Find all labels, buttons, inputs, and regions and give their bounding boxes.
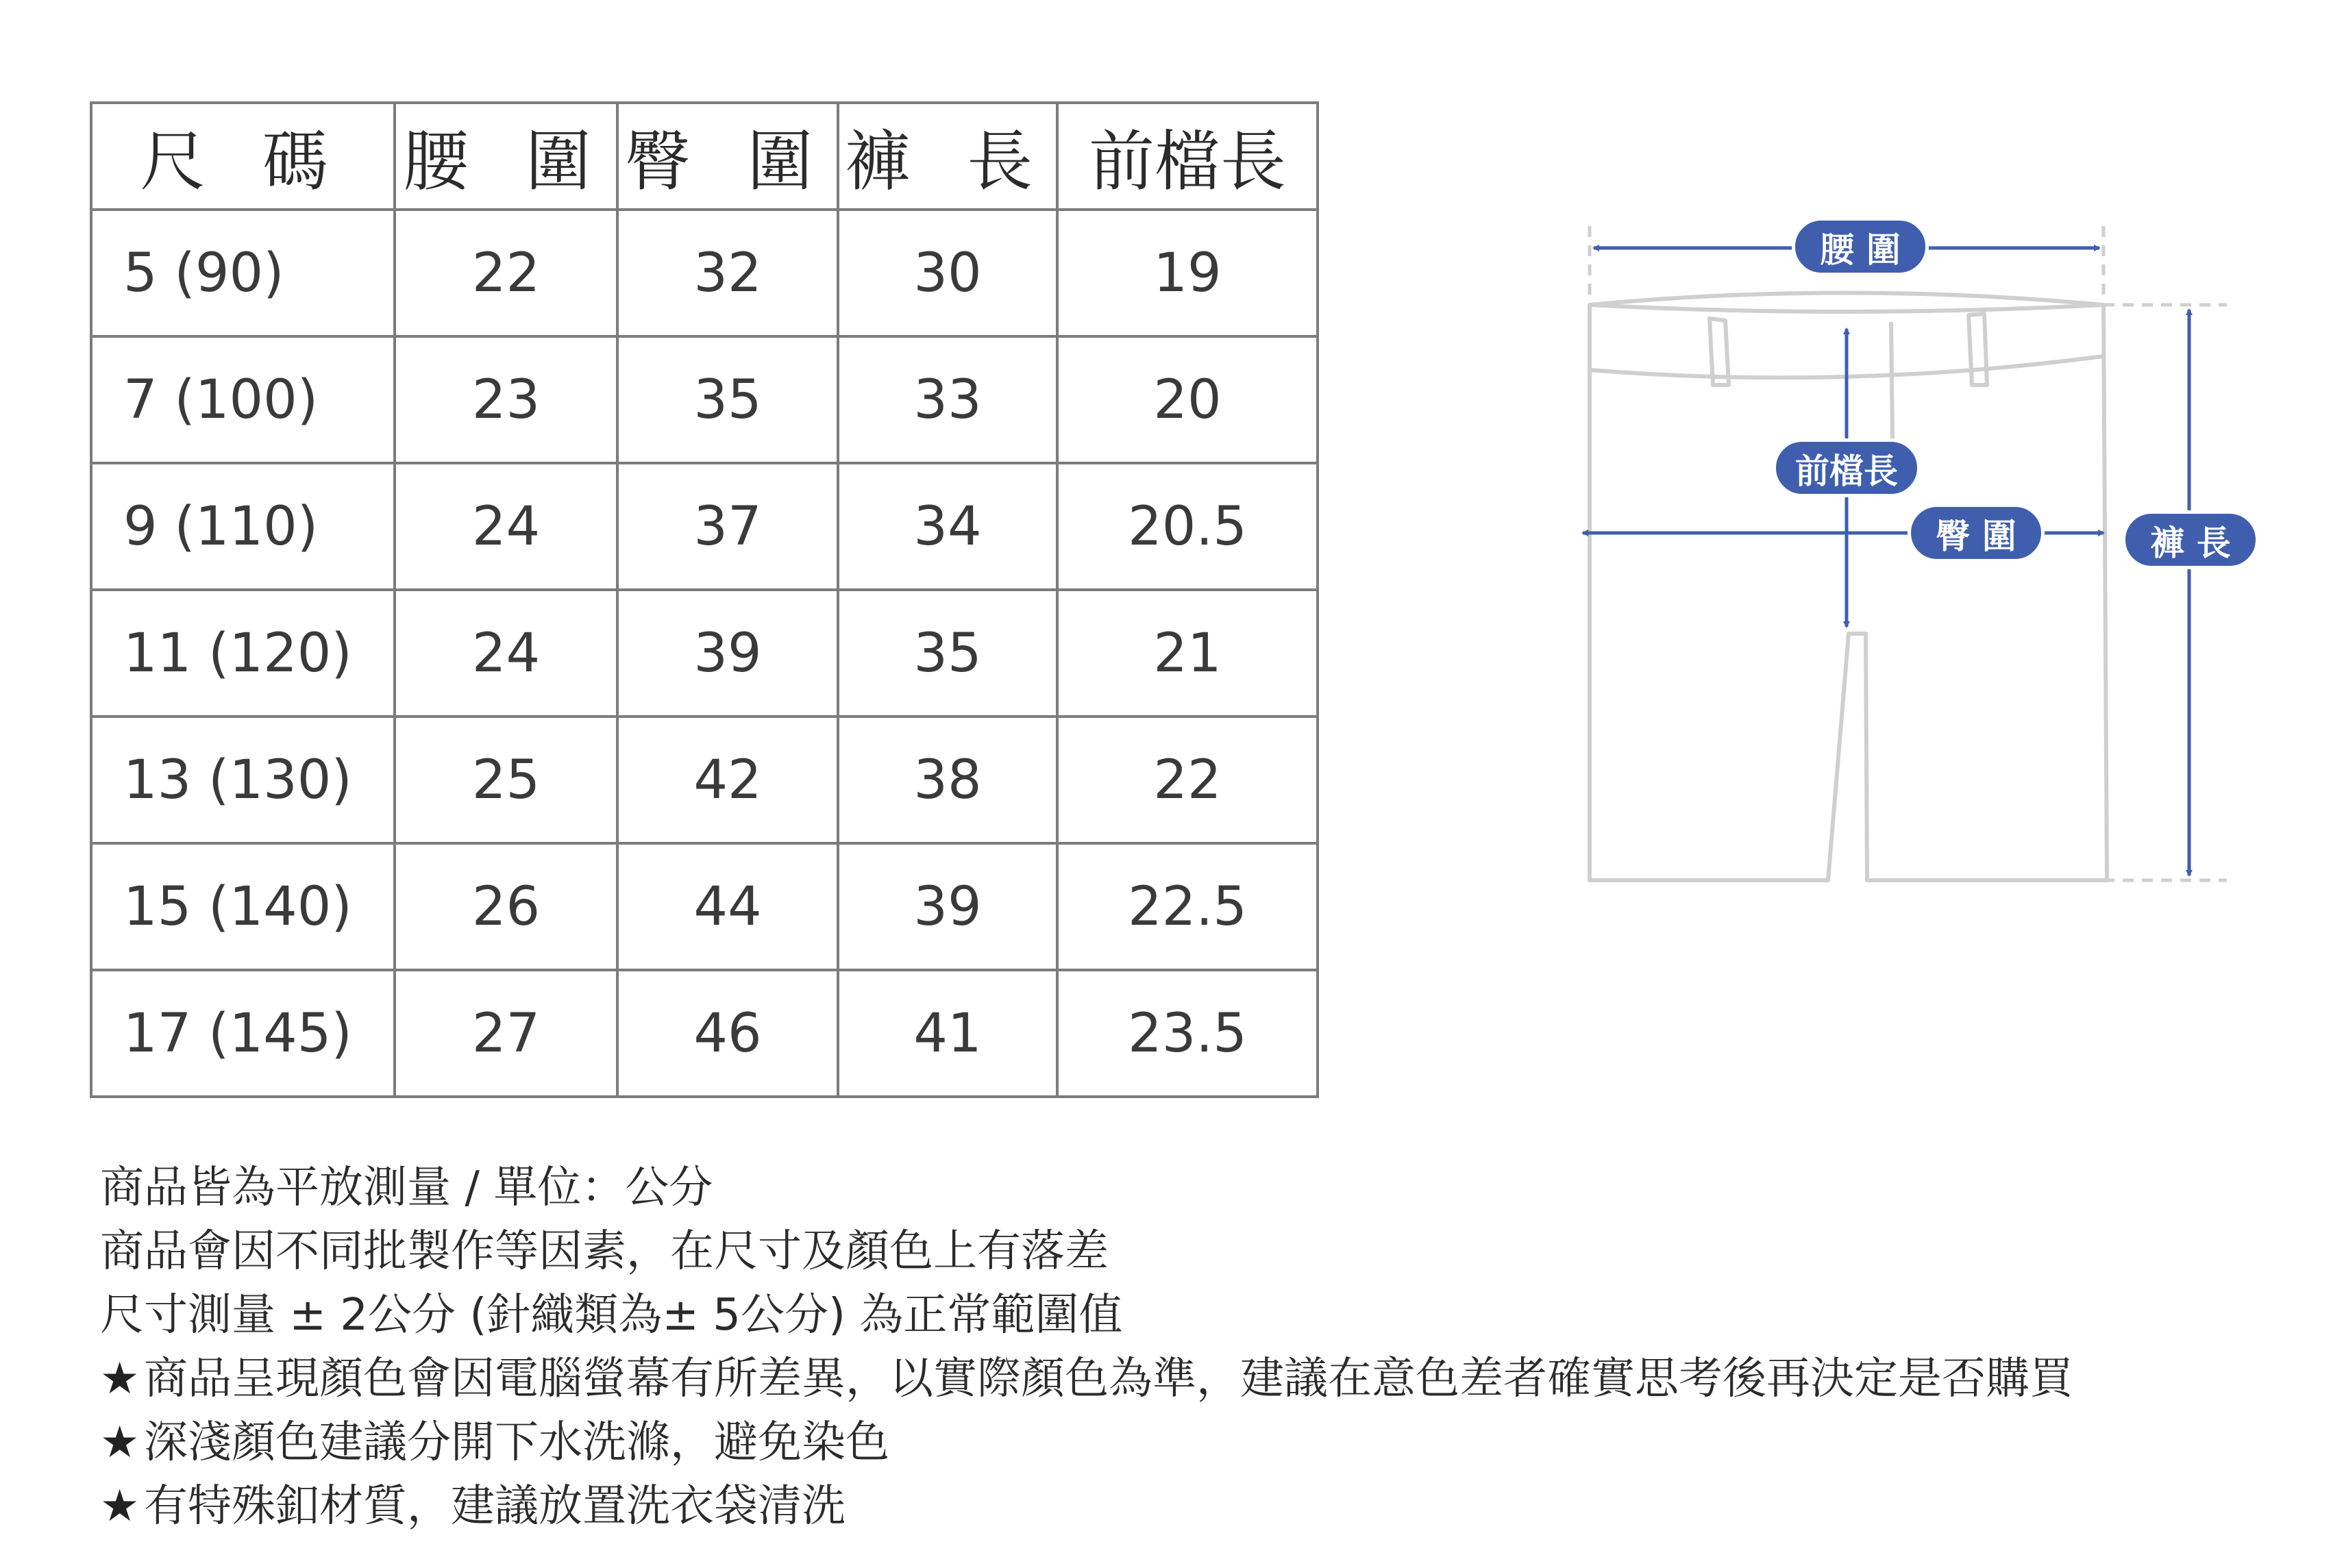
header-hip: 臀 圍 (617, 103, 838, 210)
table-row (91, 717, 1318, 843)
table-row (91, 843, 1318, 970)
front-rise-cell: 21 (1057, 590, 1318, 717)
note-tolerance: 尺寸測量 ± 2公分 (針織類為± 5公分) 為正常範圍值 (100, 1290, 1123, 1341)
star-icon: ★ (100, 1481, 140, 1532)
front-rise-cell: 23.5 (1057, 970, 1318, 1097)
star-icon: ★ (100, 1354, 140, 1404)
waist-cell: 27 (395, 970, 617, 1097)
length-cell: 34 (838, 463, 1057, 590)
size-cell: 5 (90) (91, 210, 395, 336)
waist-cell: 24 (395, 463, 617, 590)
hip-cell: 39 (617, 590, 838, 717)
front-rise-cell: 22.5 (1057, 843, 1318, 970)
hip-cell: 35 (617, 336, 838, 463)
size-cell: 17 (145) (91, 970, 395, 1097)
length-cell: 41 (838, 970, 1057, 1097)
header-front-rise: 前檔長 (1057, 103, 1318, 210)
table-row (91, 210, 1318, 336)
hip-cell: 42 (617, 717, 838, 843)
table-row (91, 970, 1318, 1097)
size-cell: 11 (120) (91, 590, 395, 717)
hip-cell: 44 (617, 843, 838, 970)
length-cell: 39 (838, 843, 1057, 970)
waist-cell: 22 (395, 210, 617, 336)
length-cell: 35 (838, 590, 1057, 717)
note-batch-variance: 商品會因不同批製作等因素，在尺寸及顏色上有落差 (100, 1226, 1109, 1277)
hip-label: 臀 圍 (1908, 503, 2045, 562)
note-color-display-text: 商品呈現顏色會因電腦螢幕有所差異，以實際顏色為準，建議在意色差者確實思考後再決定是否購買 (144, 1354, 2073, 1404)
size-cell: 13 (130) (91, 717, 395, 843)
hip-cell: 32 (617, 210, 838, 336)
note-laundry-bag (100, 1475, 2073, 1539)
front-rise-cell: 22 (1057, 717, 1318, 843)
header-waist: 腰 圍 (395, 103, 617, 210)
note-washing-text: 深淺顏色建議分開下水洗滌，避免染色 (144, 1417, 889, 1468)
waist-cell: 25 (395, 717, 617, 843)
front-rise-cell: 20 (1057, 336, 1318, 463)
waist-cell: 24 (395, 590, 617, 717)
size-chart-table (90, 101, 1319, 1098)
table-row (91, 590, 1318, 717)
note-washing (100, 1411, 2073, 1475)
star-icon: ★ (100, 1417, 140, 1468)
size-cell: 15 (140) (91, 843, 395, 970)
waist-cell: 26 (395, 843, 617, 970)
length-cell: 33 (838, 336, 1057, 463)
front-rise-cell: 19 (1057, 210, 1318, 336)
size-cell: 9 (110) (91, 463, 395, 590)
length-cell: 38 (838, 717, 1057, 843)
hip-cell: 46 (617, 970, 838, 1097)
length-cell: 30 (838, 210, 1057, 336)
note-laundry-bag-text: 有特殊釦材質，建議放置洗衣袋清洗 (144, 1481, 846, 1532)
table-header-row (91, 103, 1318, 210)
header-length: 褲 長 (838, 103, 1057, 210)
shorts-measurement-diagram (1569, 206, 2289, 891)
waist-cell: 23 (395, 336, 617, 463)
waist-label: 腰 圍 (1792, 217, 1929, 276)
size-cell: 7 (100) (91, 336, 395, 463)
note-measurement-method: 商品皆為平放測量 / 單位：公分 (100, 1162, 713, 1213)
length-label: 褲 長 (2122, 510, 2259, 569)
hip-cell: 37 (617, 463, 838, 590)
notes-section (100, 1156, 2073, 1539)
note-color-display (100, 1347, 2073, 1411)
table-row (91, 336, 1318, 463)
table-row (91, 463, 1318, 590)
front-rise-label: 前檔長 (1773, 438, 1921, 497)
measurement-arrows (1583, 248, 2189, 875)
header-size: 尺 碼 (91, 103, 395, 210)
front-rise-cell: 20.5 (1057, 463, 1318, 590)
